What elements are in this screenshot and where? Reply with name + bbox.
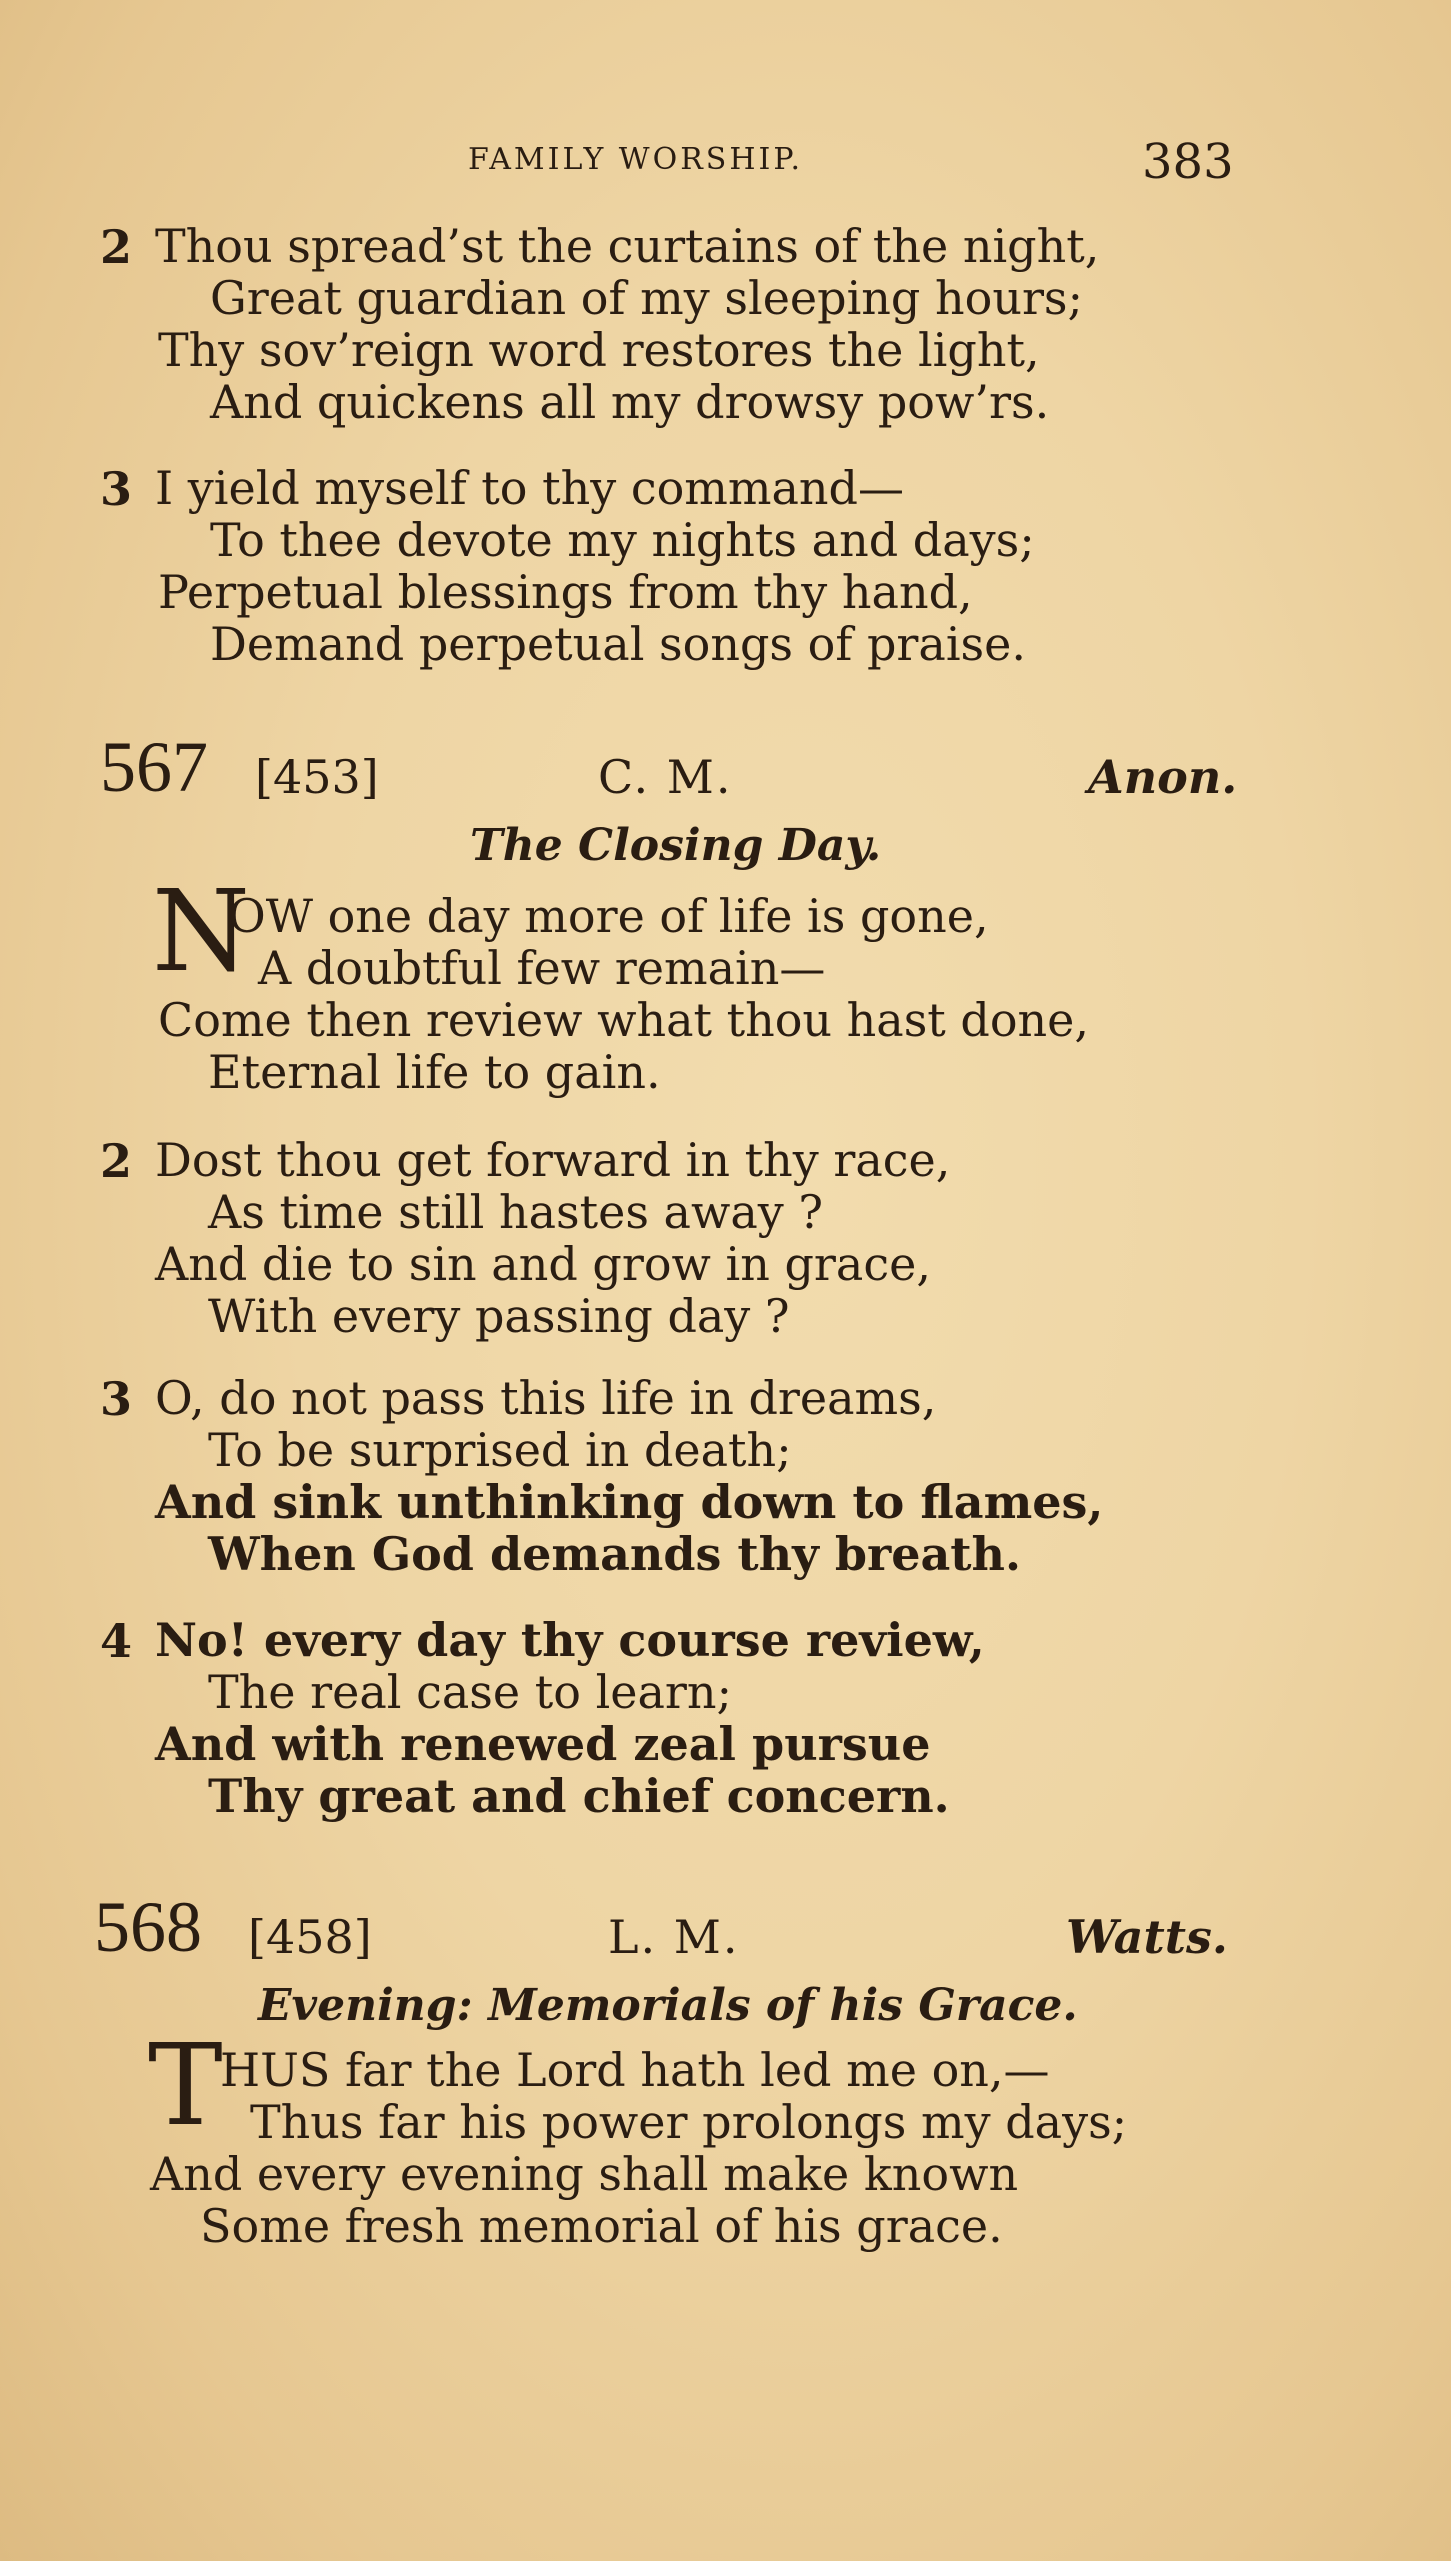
verse-line: Thou spread’st the curtains of the night,	[155, 219, 1100, 273]
verse-line: Come then review what thou hast done,	[158, 993, 1090, 1047]
verse-line: Thus far his power prolongs my days;	[250, 2095, 1128, 2149]
verse-line: To be surprised in death;	[208, 1423, 792, 1477]
verse-line: And die to sin and grow in grace,	[155, 1237, 931, 1291]
verse-line: When God demands thy breath.	[208, 1527, 1022, 1581]
verse-line: A doubtful few remain—	[258, 941, 826, 995]
verse-line: Some fresh memorial of his grace.	[200, 2199, 1003, 2253]
drop-cap: N	[152, 867, 250, 997]
stanza-number: 2	[100, 220, 133, 274]
hymn-number: 567	[100, 727, 208, 807]
hymn-title: Evening: Memorials of his Grace.	[258, 1980, 1078, 2031]
verse-line: And with renewed zeal pursue	[155, 1717, 931, 1771]
verse-line: No! every day thy course review,	[155, 1613, 985, 1667]
hymn-author: Watts.	[1066, 1910, 1228, 1964]
hymn-old-number: [458]	[248, 1910, 372, 1964]
verse-line: And every evening shall make known	[150, 2147, 1019, 2201]
hymn-author: Anon.	[1088, 750, 1238, 804]
verse-line: HUS far the Lord hath led me on,—	[220, 2043, 1050, 2097]
stanza-number: 3	[100, 462, 133, 516]
verse-line: The real case to learn;	[208, 1665, 733, 1719]
verse-line: To thee devote my nights and days;	[210, 513, 1035, 567]
verse-line: O, do not pass this life in dreams,	[155, 1371, 937, 1425]
verse-line: Eternal life to gain.	[208, 1045, 661, 1099]
stanza-number: 4	[100, 1614, 133, 1668]
hymn-title: The Closing Day.	[470, 820, 882, 871]
verse-line: Perpetual blessings from thy hand,	[158, 565, 973, 619]
hymn-meter: C. M.	[598, 750, 733, 804]
verse-line: Thy great and chief concern.	[208, 1769, 950, 1823]
verse-line: Thy sov’reign word restores the light,	[158, 323, 1040, 377]
verse-line: As time still hastes away ?	[208, 1185, 824, 1239]
verse-line: And sink unthinking down to flames,	[155, 1475, 1104, 1529]
verse-line: OW one day more of life is gone,	[228, 889, 989, 943]
hymn-meter: L. M.	[608, 1910, 740, 1964]
verse-line: With every passing day ?	[208, 1289, 790, 1343]
stanza-number: 2	[100, 1134, 133, 1188]
verse-line: And quickens all my drowsy pow’rs.	[210, 375, 1050, 429]
hymn-old-number: [453]	[255, 750, 379, 804]
verse-line: Great guardian of my sleeping hours;	[210, 271, 1084, 325]
drop-cap: T	[148, 2021, 223, 2151]
verse-line: Demand perpetual songs of praise.	[210, 617, 1027, 671]
page-number: 383	[1142, 134, 1234, 190]
stanza-number: 3	[100, 1372, 133, 1426]
verse-line: Dost thou get forward in thy race,	[155, 1133, 951, 1187]
hymn-number: 568	[94, 1887, 202, 1967]
verse-line: I yield myself to thy command—	[155, 461, 905, 515]
running-header-title: FAMILY WORSHIP.	[468, 142, 804, 177]
